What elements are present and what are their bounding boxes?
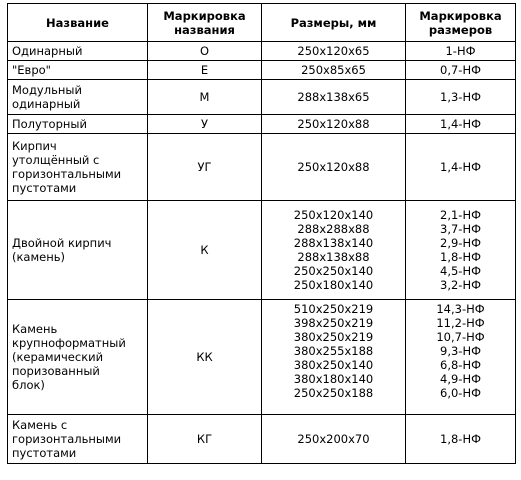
cell-name-line: Двойной кирпич: [12, 236, 112, 250]
cell-name: [8, 300, 148, 415]
table-row: [8, 134, 516, 201]
header-size-marking-text: Маркировка размеров: [419, 8, 502, 37]
cell-name-marking: У: [148, 115, 262, 134]
cell-name-line: одинарный: [12, 97, 81, 111]
table-row: [8, 115, 516, 134]
cell-format-line: 1,4-НФ: [440, 160, 481, 174]
cell-format-line: 3,7-НФ: [440, 222, 481, 236]
table-row: [8, 42, 516, 61]
cell-size-line: 250x250x140: [293, 264, 374, 278]
cell-name-line: пустотами: [12, 181, 77, 195]
cell-format-line: 1,3-НФ: [440, 90, 481, 104]
table-row: [8, 300, 516, 415]
cell-name-line: Модульный: [12, 83, 82, 97]
cell-format-line: 3,2-НФ: [440, 278, 481, 292]
cell-size-line: 250x180x140: [293, 278, 374, 292]
brick-sizes-table: [7, 3, 516, 464]
cell-name-marking: О: [148, 42, 262, 61]
cell-name: [8, 80, 148, 115]
cell-size-line: 380x255x188: [293, 344, 374, 358]
cell-size-marking: [406, 80, 516, 115]
cell-sizes: [262, 80, 406, 115]
cell-sizes: [262, 61, 406, 80]
cell-sizes: [262, 201, 406, 300]
cell-name-line: (камень): [12, 250, 66, 264]
cell-size-marking: [406, 300, 516, 415]
cell-name-line: Камень: [12, 322, 58, 336]
cell-size-marking: [406, 115, 516, 134]
cell-size-line: 250x120x140: [293, 208, 374, 222]
cell-size-marking: [406, 415, 516, 464]
table-row: [8, 80, 516, 115]
cell-size-marking: [406, 61, 516, 80]
cell-size-line: 250x120x65: [297, 44, 370, 58]
cell-name: [8, 42, 148, 61]
cell-size-line: 380x180x140: [293, 372, 374, 386]
cell-name: [8, 115, 148, 134]
cell-size-line: 380x250x140: [293, 358, 374, 372]
cell-name-marking: М: [148, 80, 262, 115]
cell-format-line: 6,8-НФ: [440, 358, 481, 372]
cell-format-line: 14,3-НФ: [436, 302, 485, 316]
cell-format-line: 2,1-НФ: [440, 208, 481, 222]
cell-format-line: 4,9-НФ: [440, 372, 481, 386]
cell-format-line: 6,0-НФ: [440, 386, 481, 400]
cell-name-line: крупноформатный: [12, 336, 126, 350]
header-name-marking-text: Маркировка названия: [163, 8, 246, 37]
cell-name-line: Кирпич: [12, 139, 57, 153]
header-row: [8, 4, 516, 42]
cell-sizes: [262, 415, 406, 464]
cell-name-line: поризованный: [12, 364, 100, 378]
cell-size-marking: [406, 201, 516, 300]
cell-name-line: утолщённый с: [12, 153, 100, 167]
table-row: [8, 415, 516, 464]
cell-size-line: 288x138x65: [297, 90, 370, 104]
cell-name-line: Одинарный: [12, 44, 83, 58]
cell-name-line: "Евро": [12, 63, 51, 77]
cell-size-marking: [406, 134, 516, 201]
cell-format-line: 11,2-НФ: [436, 316, 485, 330]
cell-name-line: пустотами: [12, 446, 77, 460]
cell-name-marking: Е: [148, 61, 262, 80]
cell-name-line: горизонтальными: [12, 432, 122, 446]
header-sizes: Размеры, мм: [262, 4, 406, 42]
cell-size-line: 510x250x219: [293, 302, 374, 316]
cell-size-line: 250x120x88: [297, 160, 370, 174]
cell-name-marking: КГ: [148, 415, 262, 464]
cell-size-line: 398x250x219: [293, 316, 374, 330]
cell-size-line: 288x138x88: [297, 250, 370, 264]
cell-size-line: 250x85x65: [301, 63, 366, 77]
header-name: Название: [8, 4, 148, 42]
cell-name-marking: КК: [148, 300, 262, 415]
table-row: [8, 201, 516, 300]
cell-format-line: 9,3-НФ: [440, 344, 481, 358]
cell-size-line: 250x200x70: [297, 432, 370, 446]
cell-sizes: [262, 42, 406, 61]
header-size-marking: [406, 4, 516, 42]
cell-name: [8, 134, 148, 201]
cell-size-line: 250x250x188: [293, 386, 374, 400]
cell-name: [8, 415, 148, 464]
cell-format-line: 10,7-НФ: [436, 330, 485, 344]
cell-format-line: 1,8-НФ: [440, 250, 481, 264]
cell-size-marking: [406, 42, 516, 61]
cell-size-line: 288x138x140: [293, 236, 374, 250]
cell-name-line: горизонтальными: [12, 167, 122, 181]
cell-name-marking: УГ: [148, 134, 262, 201]
cell-size-line: 288x288x88: [297, 222, 370, 236]
table-body: [8, 42, 516, 464]
cell-name: [8, 201, 148, 300]
table-row: [8, 61, 516, 80]
cell-name-marking: К: [148, 201, 262, 300]
cell-name-line: Полуторный: [12, 117, 87, 131]
cell-sizes: [262, 115, 406, 134]
cell-format-line: 2,9-НФ: [440, 236, 481, 250]
cell-format-line: 1-НФ: [445, 44, 476, 58]
cell-format-line: 0,7-НФ: [440, 63, 481, 77]
cell-name-line: блок): [12, 378, 45, 392]
cell-format-line: 4,5-НФ: [440, 264, 481, 278]
cell-format-line: 1,8-НФ: [440, 432, 481, 446]
cell-name-line: (керамический: [12, 350, 104, 364]
cell-sizes: [262, 300, 406, 415]
cell-name-line: Камень с: [12, 418, 68, 432]
cell-size-line: 380x250x219: [293, 330, 374, 344]
cell-format-line: 1,4-НФ: [440, 117, 481, 131]
cell-name: [8, 61, 148, 80]
cell-sizes: [262, 134, 406, 201]
header-name-marking: [148, 4, 262, 42]
cell-size-line: 250x120x88: [297, 117, 370, 131]
